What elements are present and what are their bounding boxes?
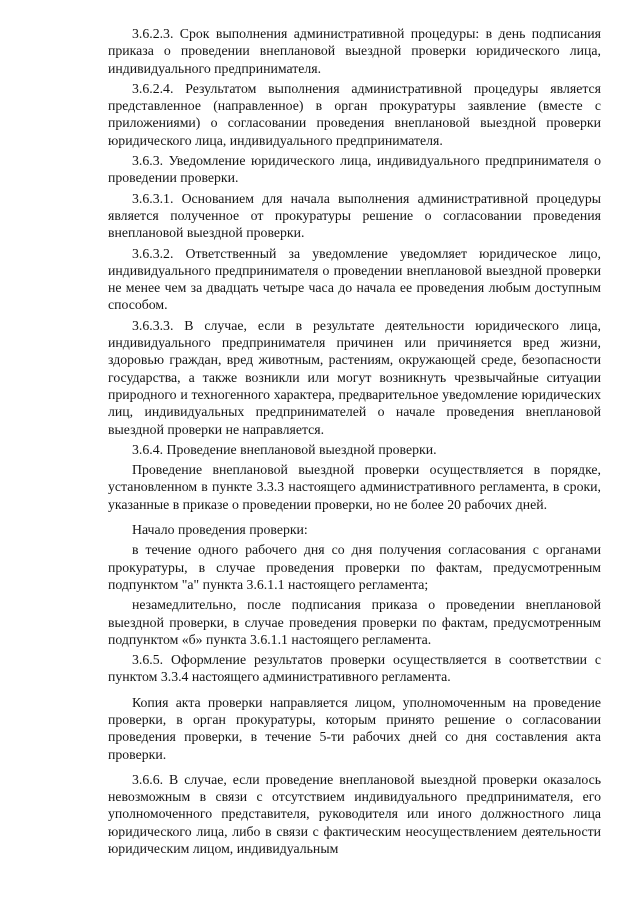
paragraph-start-within-one-day: в течение одного рабочего дня со дня получения согласования с органами прокуратуры, в случае проведения проверки по фактам, предусмотренным подпунктом "а" пункта 3.6.1.1 настоящего регламента;: [108, 542, 601, 592]
paragraph-3-6-5: 3.6.5. Оформление результатов проверки осуществляется в соответствии с пунктом 3.3.4 настоящего административного регламента.: [108, 652, 601, 685]
paragraph-3-6-2-3: 3.6.2.3. Срок выполнения административной процедуры: в день подписания приказа о проведении внеплановой выездной проверки юридического лица, индивидуального предпринимателя.: [108, 26, 601, 76]
paragraph-3-6-3-1: 3.6.3.1. Основанием для начала выполнения административной процедуры является полученное от прокуратуры решение о согласовании проведения внеплановой выездной проверки.: [108, 190, 601, 241]
paragraph-start-immediately: незамедлительно, после подписания приказа о проведении внеплановой выездной проверки, в случае проведения проверки по фактам, предусмотренным подпунктом «б» пункта 3.6.1.1 настоящего регламента.: [108, 597, 601, 647]
paragraph-act-copy: Копия акта проверки направляется лицом, уполномоченным на проведение проверки, в орган прокуратуры, которым принято решение о согласовании проведения проверки, в течение 5-ти рабочих дней со дня составления акта проверки.: [108, 694, 601, 762]
paragraph-3-6-2-4: 3.6.2.4. Результатом выполнения административной процедуры является представленное (направленное) в орган прокуратуры заявление (вместе с приложениями) о согласовании проведения внеплановой выездной проверки юридического лица, индивидуального предпринимателя.: [108, 80, 601, 148]
paragraph-3-6-3-3: 3.6.3.3. В случае, если в результате деятельности юридического лица, индивидуального предпринимателя причинен или причиняется вред жизни, здоровью граждан, вред животным, растениям, окружающей среде, безопасности государства, а также возникли или могут возникнуть чрезвычайные ситуации природного и техногенного характера, предварительное уведомление юридических лиц, индивидуальных предпринимателей о начале проведения внеплановой выездной проверки не направляется.: [108, 317, 601, 437]
paragraph-3-6-4: 3.6.4. Проведение внеплановой выездной проверки.: [132, 441, 437, 457]
paragraph-3-6-3: 3.6.3. Уведомление юридического лица, индивидуального предпринимателя о проведении проверки.: [108, 153, 601, 186]
paragraph-inspection-start: Начало проведения проверки:: [132, 522, 308, 538]
paragraph-3-6-6: 3.6.6. В случае, если проведение внеплановой выездной проверки оказалось невозможным в связи с отсутствием индивидуального предпринимателя, его уполномоченного представителя, руководителя или иного должностного лица юридического лица, либо в связи с фактическим неосуществлением деятельности юридическим лицом, индивидуальным: [108, 771, 601, 857]
document-page: [108, 25, 601, 857]
paragraph-3-6-3-2: 3.6.3.2. Ответственный за уведомление уведомляет юридическое лицо, индивидуального предпринимателя о проведении внеплановой выездной проверки не менее чем за двадцать четыре часа до начала ее проведения любым доступным способом.: [108, 245, 601, 313]
paragraph-inspection-procedure: Проведение внеплановой выездной проверки осуществляется в порядке, установленном в пункте 3.3.3 настоящего административного регламента, в сроки, указанные в приказе о проведении проверки, но не более 20 рабочих дней.: [108, 462, 601, 512]
